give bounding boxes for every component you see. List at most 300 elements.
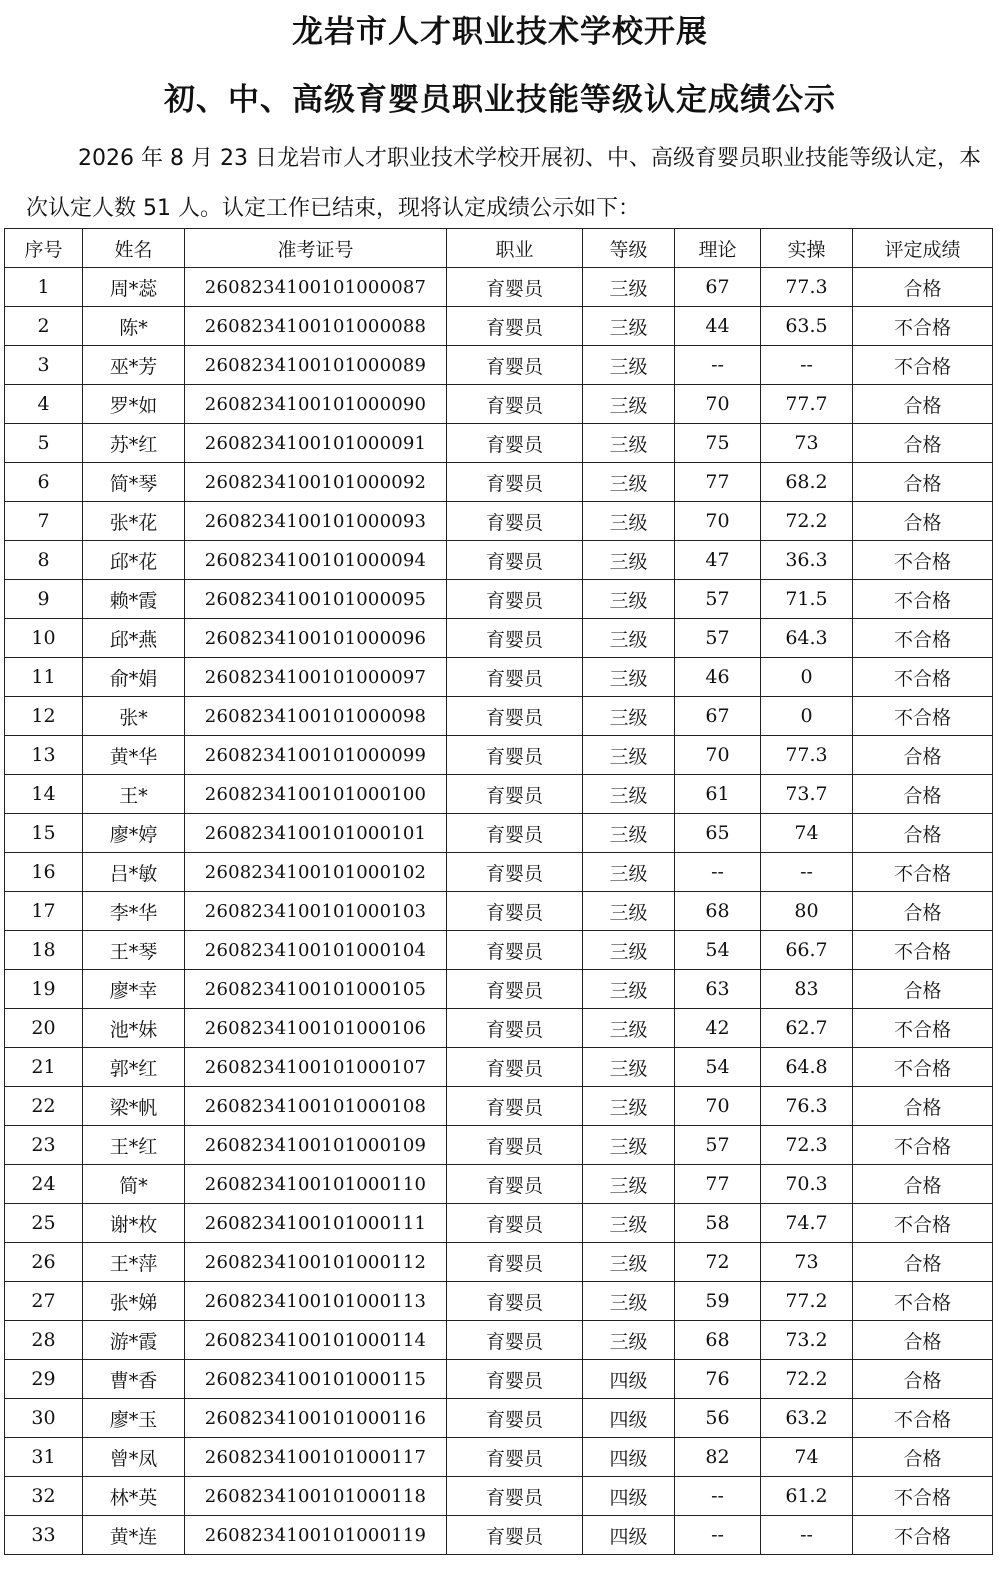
table-row: [5, 346, 993, 385]
cell-result: 不合格: [853, 1009, 993, 1048]
cell-exam-id: 2608234100101000096: [185, 619, 447, 658]
cell-name: 俞*娟: [83, 658, 185, 697]
cell-result: 合格: [853, 1165, 993, 1204]
header-name: 姓名: [83, 229, 185, 268]
cell-name: 王*红: [83, 1126, 185, 1165]
cell-level: 三级: [583, 1087, 675, 1126]
cell-result: 不合格: [853, 1048, 993, 1087]
cell-exam-id: 2608234100101000114: [185, 1321, 447, 1360]
cell-level: 三级: [583, 346, 675, 385]
cell-result: 合格: [853, 892, 993, 931]
table-row: [5, 1477, 993, 1516]
cell-result: 不合格: [853, 1204, 993, 1243]
table-header-row: [5, 229, 993, 268]
cell-exam-id: 2608234100101000104: [185, 931, 447, 970]
cell-index: 23: [5, 1126, 83, 1165]
table-row: [5, 1438, 993, 1477]
cell-level: 三级: [583, 424, 675, 463]
cell-theory: 70: [675, 1087, 761, 1126]
cell-practical: 76.3: [761, 1087, 853, 1126]
cell-level: 四级: [583, 1438, 675, 1477]
cell-occupation: 育婴员: [447, 619, 583, 658]
cell-practical: 71.5: [761, 580, 853, 619]
cell-theory: --: [675, 346, 761, 385]
cell-occupation: 育婴员: [447, 853, 583, 892]
cell-result: 合格: [853, 463, 993, 502]
cell-occupation: 育婴员: [447, 1165, 583, 1204]
cell-level: 三级: [583, 1165, 675, 1204]
cell-name: 曹*香: [83, 1360, 185, 1399]
cell-name: 李*华: [83, 892, 185, 931]
cell-theory: 76: [675, 1360, 761, 1399]
cell-practical: 72.3: [761, 1126, 853, 1165]
table-row: [5, 1399, 993, 1438]
cell-level: 三级: [583, 775, 675, 814]
cell-level: 四级: [583, 1399, 675, 1438]
cell-level: 四级: [583, 1360, 675, 1399]
cell-level: 三级: [583, 1204, 675, 1243]
cell-result: 合格: [853, 1360, 993, 1399]
cell-index: 33: [5, 1516, 83, 1555]
cell-exam-id: 2608234100101000090: [185, 385, 447, 424]
cell-index: 5: [5, 424, 83, 463]
cell-practical: 70.3: [761, 1165, 853, 1204]
cell-occupation: 育婴员: [447, 736, 583, 775]
table-row: [5, 1243, 993, 1282]
cell-level: 三级: [583, 697, 675, 736]
cell-occupation: 育婴员: [447, 268, 583, 307]
cell-index: 32: [5, 1477, 83, 1516]
cell-exam-id: 2608234100101000089: [185, 346, 447, 385]
table-row: [5, 1360, 993, 1399]
cell-name: 廖*婷: [83, 814, 185, 853]
cell-result: 不合格: [853, 658, 993, 697]
results-table: [4, 228, 993, 1555]
cell-occupation: 育婴员: [447, 931, 583, 970]
cell-index: 29: [5, 1360, 83, 1399]
cell-exam-id: 2608234100101000091: [185, 424, 447, 463]
cell-index: 20: [5, 1009, 83, 1048]
table-row: [5, 970, 993, 1009]
cell-practical: 83: [761, 970, 853, 1009]
table-row: [5, 307, 993, 346]
cell-result: 合格: [853, 268, 993, 307]
cell-index: 9: [5, 580, 83, 619]
cell-practical: 73: [761, 424, 853, 463]
table-row: [5, 775, 993, 814]
cell-practical: --: [761, 853, 853, 892]
cell-index: 30: [5, 1399, 83, 1438]
cell-result: 合格: [853, 1438, 993, 1477]
cell-occupation: 育婴员: [447, 1126, 583, 1165]
cell-exam-id: 2608234100101000119: [185, 1516, 447, 1555]
cell-level: 三级: [583, 1282, 675, 1321]
cell-index: 10: [5, 619, 83, 658]
cell-index: 11: [5, 658, 83, 697]
cell-result: 不合格: [853, 853, 993, 892]
table-row: [5, 1087, 993, 1126]
cell-theory: 70: [675, 502, 761, 541]
cell-practical: 66.7: [761, 931, 853, 970]
cell-level: 三级: [583, 892, 675, 931]
cell-name: 池*妹: [83, 1009, 185, 1048]
cell-theory: 57: [675, 619, 761, 658]
table-row: [5, 1009, 993, 1048]
cell-theory: 56: [675, 1399, 761, 1438]
cell-name: 谢*枚: [83, 1204, 185, 1243]
cell-index: 25: [5, 1204, 83, 1243]
cell-practical: 64.3: [761, 619, 853, 658]
cell-index: 13: [5, 736, 83, 775]
cell-theory: --: [675, 1516, 761, 1555]
page-title: 龙岩市人才职业技术学校开展: [292, 14, 708, 50]
header-theory: 理论: [675, 229, 761, 268]
cell-index: 18: [5, 931, 83, 970]
cell-occupation: 育婴员: [447, 1516, 583, 1555]
cell-exam-id: 2608234100101000097: [185, 658, 447, 697]
cell-result: 合格: [853, 502, 993, 541]
table-row: [5, 697, 993, 736]
cell-exam-id: 2608234100101000103: [185, 892, 447, 931]
cell-name: 吕*敏: [83, 853, 185, 892]
cell-practical: --: [761, 1516, 853, 1555]
cell-result: 不合格: [853, 1477, 993, 1516]
cell-occupation: 育婴员: [447, 658, 583, 697]
cell-level: 四级: [583, 1477, 675, 1516]
cell-practical: 77.2: [761, 1282, 853, 1321]
cell-theory: 61: [675, 775, 761, 814]
cell-theory: 46: [675, 658, 761, 697]
table-row: [5, 853, 993, 892]
cell-exam-id: 2608234100101000116: [185, 1399, 447, 1438]
cell-exam-id: 2608234100101000115: [185, 1360, 447, 1399]
cell-theory: 67: [675, 268, 761, 307]
cell-name: 游*霞: [83, 1321, 185, 1360]
cell-theory: 47: [675, 541, 761, 580]
cell-level: 三级: [583, 1126, 675, 1165]
table-row: [5, 385, 993, 424]
header-practical: 实操: [761, 229, 853, 268]
cell-occupation: 育婴员: [447, 814, 583, 853]
cell-theory: 77: [675, 1165, 761, 1204]
cell-name: 廖*幸: [83, 970, 185, 1009]
cell-exam-id: 2608234100101000100: [185, 775, 447, 814]
cell-practical: 73.2: [761, 1321, 853, 1360]
cell-exam-id: 2608234100101000093: [185, 502, 447, 541]
cell-level: 三级: [583, 619, 675, 658]
cell-exam-id: 2608234100101000098: [185, 697, 447, 736]
cell-name: 黄*连: [83, 1516, 185, 1555]
table-row: [5, 1516, 993, 1555]
cell-result: 不合格: [853, 697, 993, 736]
cell-result: 不合格: [853, 307, 993, 346]
cell-practical: 63.5: [761, 307, 853, 346]
cell-result: 不合格: [853, 1516, 993, 1555]
cell-practical: 62.7: [761, 1009, 853, 1048]
header-index: 序号: [5, 229, 83, 268]
cell-exam-id: 2608234100101000118: [185, 1477, 447, 1516]
cell-occupation: 育婴员: [447, 1321, 583, 1360]
cell-index: 27: [5, 1282, 83, 1321]
cell-index: 28: [5, 1321, 83, 1360]
cell-exam-id: 2608234100101000102: [185, 853, 447, 892]
cell-occupation: 育婴员: [447, 307, 583, 346]
cell-index: 24: [5, 1165, 83, 1204]
cell-practical: 0: [761, 697, 853, 736]
cell-practical: 68.2: [761, 463, 853, 502]
cell-theory: 77: [675, 463, 761, 502]
cell-occupation: 育婴员: [447, 1048, 583, 1087]
cell-theory: --: [675, 1477, 761, 1516]
cell-result: 不合格: [853, 580, 993, 619]
table-row: [5, 541, 993, 580]
table-body: [5, 268, 993, 1555]
cell-theory: 54: [675, 931, 761, 970]
cell-exam-id: 2608234100101000101: [185, 814, 447, 853]
cell-theory: 58: [675, 1204, 761, 1243]
cell-name: 林*英: [83, 1477, 185, 1516]
cell-name: 郭*红: [83, 1048, 185, 1087]
cell-name: 陈*: [83, 307, 185, 346]
cell-result: 合格: [853, 1087, 993, 1126]
table-row: [5, 424, 993, 463]
cell-occupation: 育婴员: [447, 1477, 583, 1516]
cell-level: 三级: [583, 1243, 675, 1282]
cell-exam-id: 2608234100101000117: [185, 1438, 447, 1477]
cell-practical: 0: [761, 658, 853, 697]
cell-level: 三级: [583, 385, 675, 424]
cell-index: 22: [5, 1087, 83, 1126]
cell-theory: 54: [675, 1048, 761, 1087]
cell-result: 合格: [853, 385, 993, 424]
cell-occupation: 育婴员: [447, 1243, 583, 1282]
cell-practical: 61.2: [761, 1477, 853, 1516]
cell-theory: 57: [675, 1126, 761, 1165]
table-row: [5, 1282, 993, 1321]
cell-practical: 64.8: [761, 1048, 853, 1087]
table-row: [5, 580, 993, 619]
cell-occupation: 育婴员: [447, 1009, 583, 1048]
cell-exam-id: 2608234100101000092: [185, 463, 447, 502]
cell-theory: 70: [675, 736, 761, 775]
cell-occupation: 育婴员: [447, 1399, 583, 1438]
table-row: [5, 1126, 993, 1165]
cell-index: 1: [5, 268, 83, 307]
cell-index: 2: [5, 307, 83, 346]
table-row: [5, 1321, 993, 1360]
cell-index: 16: [5, 853, 83, 892]
cell-exam-id: 2608234100101000106: [185, 1009, 447, 1048]
cell-theory: 70: [675, 385, 761, 424]
cell-level: 三级: [583, 580, 675, 619]
cell-occupation: 育婴员: [447, 1282, 583, 1321]
cell-theory: 42: [675, 1009, 761, 1048]
table-row: [5, 619, 993, 658]
cell-level: 三级: [583, 1009, 675, 1048]
table-row: [5, 463, 993, 502]
cell-occupation: 育婴员: [447, 1204, 583, 1243]
cell-exam-id: 2608234100101000088: [185, 307, 447, 346]
cell-occupation: 育婴员: [447, 424, 583, 463]
table-row: [5, 931, 993, 970]
cell-name: 简*: [83, 1165, 185, 1204]
cell-name: 简*琴: [83, 463, 185, 502]
cell-theory: 67: [675, 697, 761, 736]
cell-name: 苏*红: [83, 424, 185, 463]
header-level: 等级: [583, 229, 675, 268]
cell-index: 15: [5, 814, 83, 853]
cell-practical: 77.7: [761, 385, 853, 424]
header-result: 评定成绩: [853, 229, 993, 268]
cell-result: 合格: [853, 424, 993, 463]
cell-level: 三级: [583, 658, 675, 697]
cell-level: 三级: [583, 1048, 675, 1087]
cell-theory: 68: [675, 892, 761, 931]
cell-exam-id: 2608234100101000107: [185, 1048, 447, 1087]
cell-index: 12: [5, 697, 83, 736]
cell-practical: 74: [761, 814, 853, 853]
cell-index: 6: [5, 463, 83, 502]
cell-level: 三级: [583, 463, 675, 502]
cell-theory: 72: [675, 1243, 761, 1282]
cell-name: 巫*芳: [83, 346, 185, 385]
cell-practical: 74: [761, 1438, 853, 1477]
cell-occupation: 育婴员: [447, 541, 583, 580]
cell-exam-id: 2608234100101000099: [185, 736, 447, 775]
cell-theory: 44: [675, 307, 761, 346]
table-row: [5, 892, 993, 931]
cell-exam-id: 2608234100101000094: [185, 541, 447, 580]
cell-practical: 73: [761, 1243, 853, 1282]
cell-theory: 68: [675, 1321, 761, 1360]
cell-theory: 65: [675, 814, 761, 853]
cell-result: 不合格: [853, 1282, 993, 1321]
cell-occupation: 育婴员: [447, 697, 583, 736]
cell-index: 17: [5, 892, 83, 931]
cell-index: 3: [5, 346, 83, 385]
cell-name: 王*: [83, 775, 185, 814]
cell-name: 梁*帆: [83, 1087, 185, 1126]
cell-occupation: 育婴员: [447, 1087, 583, 1126]
cell-index: 19: [5, 970, 83, 1009]
cell-name: 张*花: [83, 502, 185, 541]
cell-level: 三级: [583, 307, 675, 346]
cell-index: 31: [5, 1438, 83, 1477]
cell-result: 不合格: [853, 346, 993, 385]
cell-result: 合格: [853, 775, 993, 814]
cell-name: 张*: [83, 697, 185, 736]
cell-name: 曾*凤: [83, 1438, 185, 1477]
table-row: [5, 502, 993, 541]
cell-practical: 72.2: [761, 502, 853, 541]
cell-name: 黄*华: [83, 736, 185, 775]
cell-practical: 77.3: [761, 268, 853, 307]
cell-level: 三级: [583, 1321, 675, 1360]
cell-result: 不合格: [853, 931, 993, 970]
cell-exam-id: 2608234100101000110: [185, 1165, 447, 1204]
cell-theory: 59: [675, 1282, 761, 1321]
cell-result: 不合格: [853, 541, 993, 580]
cell-level: 三级: [583, 931, 675, 970]
cell-level: 三级: [583, 268, 675, 307]
table-row: [5, 814, 993, 853]
cell-practical: 74.7: [761, 1204, 853, 1243]
cell-occupation: 育婴员: [447, 1438, 583, 1477]
intro-paragraph: 2026 年 8 月 23 日龙岩市人才职业技术学校开展初、中、高级育婴员职业技能等级认定，本次认定人数 51 人。认定工作已结束，现将认定成绩公示如下：: [26, 146, 981, 221]
cell-index: 26: [5, 1243, 83, 1282]
cell-level: 三级: [583, 853, 675, 892]
cell-occupation: 育婴员: [447, 502, 583, 541]
cell-result: 合格: [853, 970, 993, 1009]
cell-occupation: 育婴员: [447, 1360, 583, 1399]
cell-level: 三级: [583, 736, 675, 775]
cell-result: 合格: [853, 1243, 993, 1282]
table-row: [5, 1048, 993, 1087]
cell-occupation: 育婴员: [447, 385, 583, 424]
cell-result: 不合格: [853, 1126, 993, 1165]
cell-name: 周*蕊: [83, 268, 185, 307]
cell-name: 赖*霞: [83, 580, 185, 619]
cell-name: 罗*如: [83, 385, 185, 424]
cell-exam-id: 2608234100101000095: [185, 580, 447, 619]
cell-name: 邱*燕: [83, 619, 185, 658]
cell-occupation: 育婴员: [447, 775, 583, 814]
cell-name: 邱*花: [83, 541, 185, 580]
cell-theory: --: [675, 853, 761, 892]
cell-level: 三级: [583, 541, 675, 580]
cell-occupation: 育婴员: [447, 463, 583, 502]
cell-occupation: 育婴员: [447, 346, 583, 385]
cell-occupation: 育婴员: [447, 892, 583, 931]
cell-exam-id: 2608234100101000112: [185, 1243, 447, 1282]
cell-index: 14: [5, 775, 83, 814]
cell-index: 8: [5, 541, 83, 580]
cell-level: 四级: [583, 1516, 675, 1555]
cell-exam-id: 2608234100101000087: [185, 268, 447, 307]
table-row: [5, 736, 993, 775]
cell-theory: 75: [675, 424, 761, 463]
cell-result: 合格: [853, 1321, 993, 1360]
cell-name: 廖*玉: [83, 1399, 185, 1438]
cell-level: 三级: [583, 502, 675, 541]
table-row: [5, 1165, 993, 1204]
cell-practical: 80: [761, 892, 853, 931]
cell-result: 不合格: [853, 619, 993, 658]
cell-practical: 77.3: [761, 736, 853, 775]
table-row: [5, 658, 993, 697]
cell-exam-id: 2608234100101000108: [185, 1087, 447, 1126]
page-subtitle: 初、中、高级育婴员职业技能等级认定成绩公示: [164, 82, 836, 118]
cell-practical: 63.2: [761, 1399, 853, 1438]
cell-theory: 63: [675, 970, 761, 1009]
cell-exam-id: 2608234100101000111: [185, 1204, 447, 1243]
cell-practical: 36.3: [761, 541, 853, 580]
cell-result: 不合格: [853, 1399, 993, 1438]
cell-index: 21: [5, 1048, 83, 1087]
cell-name: 王*琴: [83, 931, 185, 970]
cell-occupation: 育婴员: [447, 970, 583, 1009]
cell-index: 4: [5, 385, 83, 424]
table-row: [5, 268, 993, 307]
cell-result: 合格: [853, 814, 993, 853]
cell-theory: 82: [675, 1438, 761, 1477]
cell-theory: 57: [675, 580, 761, 619]
cell-index: 7: [5, 502, 83, 541]
cell-result: 合格: [853, 736, 993, 775]
header-exam-id: 准考证号: [185, 229, 447, 268]
cell-practical: 73.7: [761, 775, 853, 814]
cell-level: 三级: [583, 970, 675, 1009]
